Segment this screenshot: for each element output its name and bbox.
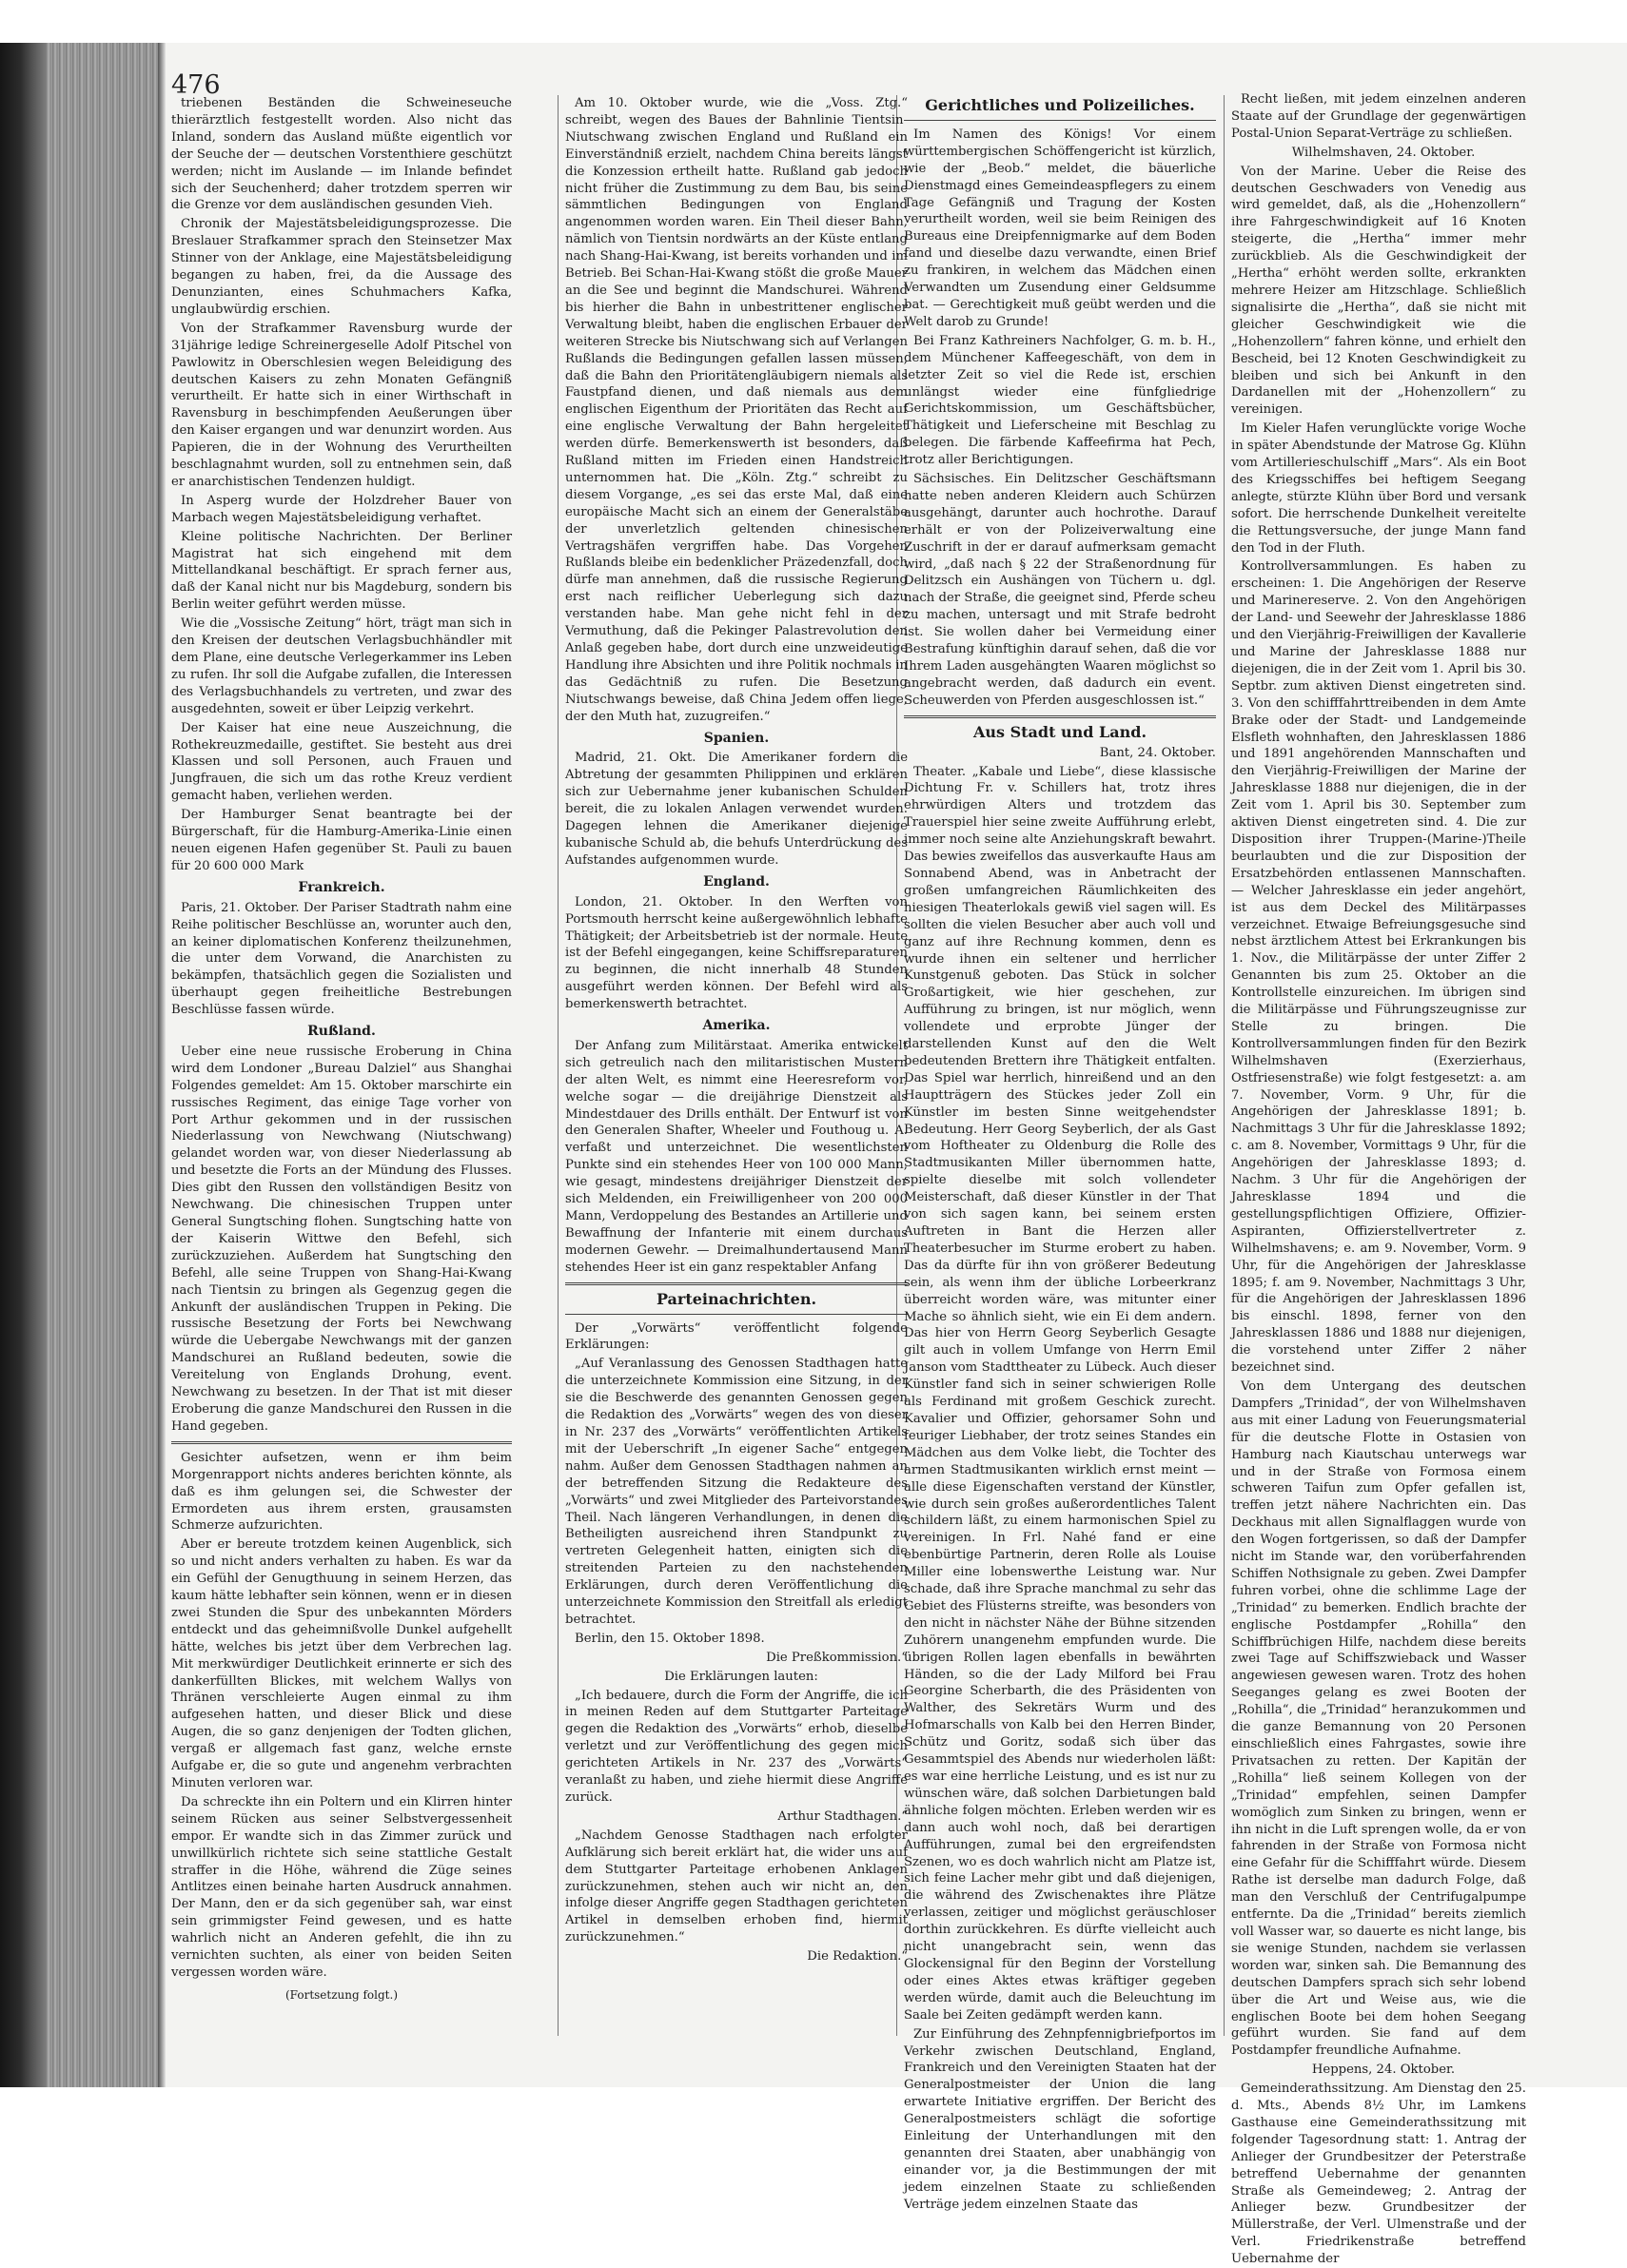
article-paragraph: Der Anfang zum Militärstaat. Amerika entwickelt sich getreulich nach den militaristischen Mustern der alten Welt, es nimmt eine Heeresreform vor, welche sogar — die dreijährige Dienstzeit als Mindestdauer des Drills enthält. Der Entwurf ist von den Generalen Shafter, Wheeler und Fouthoug u. A. verfaßt und unterzeichnet. Die wesentlichsten Punkte sind ein stehendes Heer von 100 000 Mann, wie gesagt, mindestens dreijähriger Dienstzeit der sich Meldenden, ein Freiwilligenheer von 200 000 Mann, Verdoppelung des Bestandes an Artillerie und Bewaffnung der Infanterie mit einem durchaus modernen Gewehr. — Dreimalhundertausend Mann stehendes Heer ist ein ganz respektabler Anfang <box>565 1038 908 1275</box>
article-paragraph: Sächsisches. Ein Delitzscher Geschäftsmann hatte neben anderen Kleidern auch Schürzen ausgehängt, darunter auch hochrothe. Darauf erhält er von der Polizeiverwaltung eine Zuschrift in der er darauf aufmerksam gemacht wird, „daß nach § 22 der Straßenordnung für Delitzsch ein Aushängen von Tüchern u. dgl. nach der Straße, die geeignet sind, Pferde scheu zu machen, untersagt und mit Strafe bedroht ist. Sie wollen daher bei Vermeidung einer Bestrafung künftighin darauf sehen, daß die vor Ihrem Laden ausgehängten Waaren möglichst so angebracht werden, daß dadurch ein event. Scheuwerden von Pferden ausgeschlossen ist.“ <box>904 472 1216 708</box>
feuilleton-paragraph: Gesichter aufsetzen, wenn er ihm beim Morgenrapport nichts anderes berichten könnte, als daß es ihm gelungen sei, die Schwester der Ermordeten aus ihrem ersten, grausamsten Schmerze aufzurichten. <box>171 1450 512 1534</box>
dateline: Heppens, 24. Oktober. <box>1311 2063 1456 2078</box>
article-paragraph: Kontrollversammlungen. Es haben zu erscheinen: 1. Die Angehörigen der Reserve und Marinereserve. 2. Von den Angehörigen der Land- und Seewehr der Jahresklasse 1886 und den Vierjährig-Freiwilligen der Kavallerie und Marine der Jahresklasse 1888 nur diejenigen, die in der Zeit vom 1. April bis 30. Septbr. zum aktiven Dienst eingetreten sind. 3. Von den schifffahrttreibenden in dem Amte Brake oder der Stadt- und Landgemeinde Elsfleth wohnhaften, den Jahresklassen 1886 und 1891 angehörenden Mannschaften und den Vierjährig-Freiwilligen der Marine der Jahresklasse 1888 nur diejenigen, die in der Zeit vom 1. April bis 30. September zum aktiven Dienst eingetreten sind. 4. Die zur Disposition ihrer Truppen-(Marine-)Theile beurlaubten und die zur Disposition der Ersatzbehörden entlassenen Mannschaften. — Welcher Jahresklasse ein jeder angehört, ist aus dem Deckel des Militärpasses verzeichnet. Etwaige Befreiungsgesuche sind nebst ärztlichem Attest bei Erkrankungen bis 1. Nov., die Militärpässe der unter Ziffer 2 Genannten bis zum 25. Oktober an die Kontrollstelle einzureichen. Im übrigen sind die Militärpässe und Führungszeugnisse zur Stelle zu bringen. Die Kontrollversammlungen finden für den Bezirk Wilhelmshaven (Exerzierhaus, Ostfriesenstraße) wie folgt festgesetzt: a. am 7. November, Vorm. 9 Uhr, für die Angehörigen der Jahresklasse 1891; b. Nachmittags 3 Uhr für die Jahresklasse 1892; c. am 8. November, Vormittags 9 Uhr, für die Angehörigen der Jahresklasse 1893; d. Nachm. 3 Uhr für die Angehörigen der Jahresklasse 1894 und die gestellungspflichtigen Offiziere, Offizier-Aspiranten, Offizierstellvertreter z. Wilhelmshavens; e. am 9. November, Vorm. 9 Uhr, für die Angehörigen der Jahresklasse 1895; f. am 9. November, Nachmittags 3 Uhr, für die Angehörigen der Jahresklassen 1896 bis einschl. 1898, ferner von den Jahresklassen 1886 und 1888 nur diejenigen, die vorstehend unter Ziffer 2 näher bezeichnet sind. <box>1231 559 1526 1376</box>
signature: Die Preßkommission.“ <box>766 1650 908 1665</box>
article-paragraph: Ueber eine neue russische Eroberung in China wird dem Londoner „Bureau Dalziel“ aus Shanghai Folgendes gemeldet: Am 15. Oktober marschirte ein russisches Regiment, das einige Tage vorher von Port Arthur gekommen und in der russischen Niederlassung von Newchwang (Niutschwang) gelandet worden war, von dieser Niederlassung ab und besetzte die Forts an der Mündung des Flusses. Dies gibt den Russen den vollständigen Besitz von Newchwang. Die chinesischen Truppen unter General Sungtsching flohen. Sungtsching hatte von der Kaiserin Wittwe den Befehl, sich zurückzuziehen. Außerdem hat Sungtsching den Befehl, alle seine Truppen von Shang-Hai-Kwang nach Tientsin zu bringen als Gegenzug gegen die Ankunft der ausländischen Truppen in Peking. Die russische Besetzung der Forts bei Newchwang würde die Uebergabe Newchwangs mit der ganzen Mandschurei an Rußland bedeuten, sowie die Vereitelung von Englands Drohung, event. Newchwang zu besetzen. In der That ist mit dieser Eroberung die ganze Mandschurei den Russen in die Hand gegeben. <box>171 1044 512 1434</box>
signature: Arthur Stadthagen.“ <box>777 1809 908 1824</box>
top-margin <box>0 0 1627 43</box>
book-spine <box>0 43 46 2087</box>
column-rule <box>1224 95 1225 2036</box>
article-paragraph: Die Erklärungen lauten: <box>664 1669 818 1684</box>
article-paragraph: Paris, 21. Oktober. Der Pariser Stadtrath nahm eine Reihe politischer Beschlüsse an, worunter auch den, an keiner diplomatischen Konferenz theilzunehmen, die unter dem Vorwand, die Anarchisten zu bekämpfen, thatsächlich gegen die Sozialisten und überhaupt gegen freiheitliche Bestrebungen Beschlüsse fassen würde. <box>171 900 512 1018</box>
article-paragraph: London, 21. Oktober. In den Werften von Portsmouth herrscht keine außergewöhnlich lebhafte Thätigkeit; der Arbeitsbetrieb ist der normale. Heute ist der Befehl eingegangen, keine Schiffsreparaturen zu beginnen, die nicht innerhalb 48 Stunden ausgeführt werden können. Der Befehl wird als bemerkenswerth betrachtet. <box>565 894 908 1012</box>
dateline: Bant, 24. Oktober. <box>1099 745 1216 760</box>
article-paragraph: Madrid, 21. Okt. Die Amerikaner fordern die Abtretung der gesammten Philippinen und erklären sich zur Uebernahme jener kubanischen Schulden bereit, die zu lokalen Anlagen verwendet wurden. Dagegen lehnen die Amerikaner diejenige kubanische Schuld ab, die behufs Unterdrückung des Aufstandes aufgenommen wurde. <box>565 751 908 868</box>
section-heading: Spanien. <box>703 730 770 746</box>
article-paragraph: Im Namen des Königs! Vor einem württembergischen Schöffengericht ist kürzlich, wie der „Beob.“ meldet, die bäuerliche Dienstmagd eines Gemeindeaspflegers zu einem Tage Gefängniß und Tragung der Kosten verurtheilt worden, weil sie beim Reinigen des Bureaus eine Dreipfennigmarke auf dem Boden fand und dieselbe dazu verwandte, einen Brief zu frankiren, in welchem das Mädchen einen Verwandten um Zusendung einer Geldsumme bat. — Gerechtigkeit muß geübt werden und die Welt darob zu Grunde! <box>904 127 1216 329</box>
section-heading: Gerichtliches und Polizeiliches. <box>925 96 1195 114</box>
feuilleton-paragraph: Aber er bereute trotzdem keinen Augenblick, sich so und nicht anders verhalten zu haben. Es war da ein Gefühl der Genugthuung in seinem Herzen, das kaum hätte lebhafter sein können, wenn er in diesen zwei Stunden die Spur des unbekannten Mörders entdeckt und das geheimnißvolle Dunkel aufgehellt hätte, welches bis jetzt über dem Verbrechen lag. Mit merkwürdiger Deutlichkeit erinnerte er sich des dankerfüllten Blickes, mit welchem Wallys von Thränen verschleierte Augen einmal zu ihm aufgesehen hatten, und dieser Blick und diese Augen, die so ganz denjenigen der Todten glichen, vergaß er allgemach fast ganz, welche ernste Aufgabe er, die so gute und angenehm verbrachten Minuten verloren war. <box>171 1537 512 1790</box>
article-paragraph: Theater. „Kabale und Liebe“, diese klassische Dichtung Fr. v. Schillers hat, trotz ihres ehrwürdigen Alters und trotzdem das Trauerspiel hier seine zweite Aufführung erlebt, immer noch seine alte Anziehungskraft bewahrt. Das bewies zweifellos das ausverkaufte Haus am Sonnabend Abend, was in Anbetracht der großen umfangreichen Räumlichkeiten des hiesigen Theaterlokals gewiß viel sagen will. Es sollten die vielen Besucher aber auch voll und ganz auf ihre Rechnung kommen, denn es wurde ihnen ein seltener und herrlicher Kunstgenuß geboten. Das Stück in solcher Großartigkeit, wie hier geschehen, zur Aufführung zu bringen, ist nur möglich, wenn vollendete und erprobte Jünger der darstellenden Kunst auf den die Welt bedeutenden Brettern ihre Thätigkeit entfalten. Das Spiel war herrlich, hinreißend und an den Hauptträgern des Stückes jeder Zoll ein Künstler im besten Sinne weitgehendster Bedeutung. Herr Georg Seyberlich, der als Gast vom Hoftheater zu Oldenburg die Rolle des Stadtmusikanten Miller übernommen hatte, spielte dieselbe mit solch vollendeter Meisterschaft, daß dieser Künstler in der That von sich sagen kann, bei seinem ersten Auftreten in Bant die Herzen aller Theaterbesucher im Sturme erobert zu haben. Das da dürfte für ihn von größerer Bedeutung sein, als wenn ihm der übliche Lorbeerkranz überreicht worden wäre, was mitunter einer Mache so ähnlich sieht, wie ein Ei dem andern. Das hier von Herrn Georg Seyberlich Gesagte gilt auch in vollem Umfange von Herrn Emil Janson vom Stadttheater zu Lübeck. Auch dieser Künstler fand sich in seiner schwierigen Rolle als Ferdinand mit großem Geschick zurecht. Kavalier und Offizier, gehorsamer Sohn und feuriger Liebhaber, der trotz seines Standes ein Mädchen aus dem Volke liebt, die Tochter des armen Stadtmusikanten wirklich ernst meint — alle diese Eigenschaften verstand der Künstler, wie durch sein großes außerordentliches Talent schildern läßt, zu einem harmonischen Spiel zu vereinigen. In Frl. Nahé fand er eine ebenbürtige Partnerin, deren Rolle als Louise Miller eine lobenswerthe Leistung war. Nur schade, daß ihre Sprache manchmal zu sehr das Gebiet des Flüsterns streifte, was besonders von den nicht in nächster Nähe der Bühne sitzenden Zuhörern unangenehm empfunden wurde. Die übrigen Rollen lagen ebenfalls in bewährten Händen, so die der Lady Milford bei Frau Georgine Scherbarth, die des Präsidenten von Walther, des Sekretärs Wurm und des Hofmarschalls von Kalb bei den Herren Binder, Schütz und Goritz, sodaß sich über das Gesammtspiel des Abends nur wiederholen läßt: es war eine herrliche Leistung, und es ist nur zu wünschen wäre, daß solchen Darbietungen bald ähnliche folgen möchten. Erleben werden wir es dann auch wohl noch, daß bei derartigen Aufführungen, zumal bei den ergreifendsten Szenen, wo es doch wahrlich nicht am Platze ist, sich feine Lacher mehr gibt und daß diejenigen, die während des Zwischenaktes ihre Plätze verlassen, zeitiger und möglichst geräuschloser dorthin zurückkehren. Es dürfte vielleicht auch nicht unangebracht sein, wenn das Glockensignal für den Beginn der Vorstellung oder eines Aktes etwas kräftiger gegeben werden würde, damit auch die Beleuchtung im Saale bei Zeiten gedämpft werden kann. <box>904 764 1216 2023</box>
article-paragraph: Von der Marine. Ueber die Reise des deutschen Geschwaders von Venedig aus wird gemeldet, daß, als die „Hohenzollern“ ihre Fahrgeschwindigkeit auf 16 Knoten steigerte, die „Hertha“ immer mehr zurückblieb. Als die Geschwindigkeit der „Hertha“ erhöht werden sollte, erkrankten mehrere Heizer am Hitzschlage. Schließlich signalisirte die „Hertha“, daß sie nicht mit gleicher Geschwindigkeit wie die „Hohenzollern“ fahren könne, und erhielt den Bescheid, bei 12 Knoten Geschwindigkeit zu bleiben und sich bei Ankunft in den Dardanellen mit der „Hohenzollern“ zu vereinigen. <box>1231 164 1526 418</box>
article-paragraph: Von der Strafkammer Ravensburg wurde der 31jährige ledige Schreinergeselle Adolf Pitschel von Pawlowitz in Oberschlesien wegen Beleidigung des deutschen Kaisers zu zehn Monaten Gefängniß verurtheilt. Er hatte sich in einer Wirthschaft in Ravensburg in beschimpfenden Aeußerungen über den Kaiser ergangen und war denunzirt worden. Aus Papieren, die in der Wohnung des Verurtheilten beschlagnahmt wurden, soll zu entnehmen sein, daß er anarchistischen Tendenzen huldigt. <box>171 321 512 489</box>
divider <box>904 120 1216 121</box>
article-paragraph: Im Kieler Hafen verunglückte vorige Woche in später Abendstunde der Matrose Gg. Klühn vom Artillerieschulschiff „Mars“. Als ein Boot des Kriegsschiffes bei heftigem Seegang anlegte, stürzte Klühn über Bord und versank sofort. Die herrschende Dunkelheit vereitelte die Rettungsversuche, der junge Mann fand den Tod in der Fluth. <box>1231 421 1526 556</box>
section-heading: Parteinachrichten. <box>656 1289 817 1308</box>
column-rule <box>558 95 559 2036</box>
divider <box>565 1314 908 1315</box>
article-paragraph: Von dem Untergang des deutschen Dampfers „Trinidad“, der von Wilhelmshaven aus mit einer Ladung von Feuerungsmaterial für die deutsche Flotte in Ostasien von Hamburg nach Kiautschau unterwegs war und in der Straße von Formosa einem schweren Taifun zum Opfer gefallen ist, treffen jetzt nähere Nachrichten ein. Das Deckhaus mit allen Signalflaggen wurde von den Wogen fortgerissen, so daß der Dampfer nicht im Stande war, den vorüberfahrenden Schiffen Nothsignale zu geben. Zwei Dampfer fuhren vorbei, ohne die schlimme Lage der „Trinidad“ zu bemerken. Endlich brachte der englische Postdampfer „Rohilla“ den Schiffbrüchigen Hilfe, nachdem diese bereits zwei Tage auf Schiffszwieback und Wasser angewiesen gewesen waren. Trotz des hohen Seeganges gelang es zwei Booten der „Rohilla“, die „Trinidad“ heranzukommen und die ganze Bemannung von 20 Personen einschließlich eines Fahrgastes, sowie ihre Privatsachen zu retten. Der Kapitän der „Rohilla“ ließ seinem Kollegen von der „Trinidad“ empfehlen, seinen Dampfer womöglich zum Sinken zu bringen, wenn er ihn nicht in die Luft sprengen wolle, da er von fahrenden in der Straße von Formosa nicht eine Gefahr für die Schifffahrt würde. Diesem Rathe ist derselbe man dadurch Folge, daß man den Verschluß der Centrifugalpumpe entfernte. Da die „Trinidad“ bereits ziemlich voll Wasser war, so dauerte es nicht lange, bis sie wenige Stunden, nachdem sie verlassen worden war, sinken sah. Die Bemannung des deutschen Dampfers sprach sich sehr lobend über die Art und Weise aus, wie die englischen Boote bei dem hohen Seegang geführt wurden. Sie fand auf dem Postdampfer freundliche Aufnahme. <box>1231 1378 1526 2059</box>
divider <box>904 715 1216 718</box>
article-paragraph: Der Kaiser hat eine neue Auszeichnung, die Rothekreuzmedaille, gestiftet. Sie besteht aus drei Klassen und soll Personen, auch Frauen und Jungfrauen, die sich um das rothe Kreuz verdient gemacht haben, verliehen werden. <box>171 720 512 804</box>
dateline: Berlin, den 15. Oktober 1898. <box>575 1631 765 1646</box>
section-heading: Rußland. <box>307 1024 376 1040</box>
article-paragraph: Der „Vorwärts“ veröffentlicht folgende Erklärungen: <box>565 1320 908 1353</box>
article-paragraph: „Ich bedauere, durch die Form der Angriffe, die ich in meinen Reden auf dem Stuttgarter Parteitage gegen die Redaktion des „Vorwärts“ erhob, dieselbe verletzt und zur Veröffentlichung des gegen mich gerichteten Artikels in Nr. 237 des „Vorwärts“ veranlaßt zu haben, und ziehe hiermit diese Angriffe zurück. <box>565 1688 908 1805</box>
continuation-note: (Fortsetzung folgt.) <box>285 1987 398 2002</box>
section-heading: England. <box>703 873 770 890</box>
feuilleton-paragraph: Da schreckte ihn ein Poltern und ein Klirren hinter seinem Rücken aus seiner Selbstvergessenheit empor. Er wandte sich in das Zimmer zurück und unwillkürlich richtete sich seine stattliche Gestalt straffer in die Höhe, während die Züge seines Antlitzes einen beinahe harten Ausdruck annahmen. Der Mann, den er da sich gegenüber sah, war einst sein grimmigster Feind gewesen, und es hatte wahrlich nicht an Anderen gefehlt, die ihn zu vernichten suchten, als einer von beiden Seiten vergessen worden wäre. <box>171 1794 512 1980</box>
article-paragraph: Bei Franz Kathreiners Nachfolger, G. m. b. H., dem Münchener Kaffeegeschäft, von dem in letzter Zeit so viel die Rede ist, erschien unlängst wieder eine fünfgliedrige Gerichtskommission, um Geschäftsbücher, Thätigkeit und Lieferscheine mit Beschlag zu belegen. Die färbende Kaffeefirma hat Pech, trotz aller Berichtigungen. <box>904 333 1216 468</box>
article-paragraph: In Asperg wurde der Holzdreher Bauer von Marbach wegen Majestätsbeleidigung verhaftet. <box>171 493 512 525</box>
section-heading: Amerika. <box>702 1018 771 1034</box>
dateline: Wilhelmshaven, 24. Oktober. <box>1291 145 1476 160</box>
section-heading: Aus Stadt und Land. <box>972 722 1147 741</box>
gutter-shadow <box>158 43 166 2087</box>
column-1 <box>171 95 512 2049</box>
article-paragraph: Der Hamburger Senat beantragte bei der Bürgerschaft, für die Hamburg-Amerika-Linie einen neuen eigenen Hafen gegenüber St. Pauli zu bauen für 20 600 000 Mark <box>171 808 512 873</box>
article-paragraph: Gemeinderathssitzung. Am Dienstag den 25. d. Mts., Abends 8½ Uhr, im Lamkens Gasthause eine Gemeinderathssitzung mit folgender Tagesordnung statt: 1. Antrag der Anlieger der Grundbesitzer der Peterstraße betreffend Uebernahme der genannten Straße als Gemeindeweg; 2. Antrag der Anlieger bezw. Grundbesitzer der Müllerstraße, der Verl. Ulmenstraße und der Verl. Friedrikenstraße betreffend Uebernahme der <box>1231 2082 1526 2267</box>
page-edges <box>46 43 158 2087</box>
article-paragraph: „Nachdem Genosse Stadthagen nach erfolgter Aufklärung sich bereit erklärt hat, die wider uns auf dem Stuttgarter Parteitage erhobenen Anklagen zurückzunehmen, stehen auch wir nicht an, den infolge dieser Angriffe gegen Stadthagen gerichteten Artikel in demselben erhoben find, hiermit zurückzunehmen.“ <box>565 1828 908 1945</box>
article-paragraph: Chronik der Majestätsbeleidigungsprozesse. Die Breslauer Strafkammer sprach den Steinsetzer Max Stinner von der Anklage, eine Majestätsbeleidigung begangen zu haben, frei, da die Aussage des Denunzianten, eines Schuhmachers Kafka, unglaubwürdig erschien. <box>171 217 512 317</box>
section-heading: Frankreich. <box>298 879 385 895</box>
column-3 <box>904 91 1216 2212</box>
article-paragraph: Kleine politische Nachrichten. Der Berliner Magistrat hat sich eingehend mit dem Mittellandkanal beschäftigt. Er sprach ferner aus, daß der Kanal nicht nur bis Magdeburg, sondern bis Berlin weiter geführt werden müsse. <box>171 529 512 613</box>
divider <box>171 1441 512 1444</box>
article-paragraph: „Auf Veranlassung des Genossen Stadthagen hatte die unterzeichnete Kommission eine Sitzung, in der sie die Beschwerde des genannten Genossen gegen die Redaktion des „Vorwärts“ wegen des von dieser in Nr. 237 des „Vorwärts“ veröffentlichten Artikels mit der Ueberschrift „In eigener Sache“ entgegen nahm. Außer dem Genossen Stadthagen nahmen an der betreffenden Sitzung die Redakteure des „Vorwärts“ und zwei Mitglieder des Parteivorstandes Theil. Nach längeren Verhandlungen, in denen die Betheiligten ausreichend ihren Standpunkt zu vertreten Gelegenheit hatten, einigten sich die streitenden Parteien zu den nachstehenden Erklärungen, durch deren Veröffentlichung die unterzeichnete Kommission den Streitfall als erledigt betrachtet. <box>565 1357 908 1627</box>
article-paragraph: Zur Einführung des Zehnpfennigbriefportos im Verkehr zwischen Deutschland, England, Frankreich und den Vereinigten Staaten hat der Generalpostmeister der Union die lang erwartete Initiative ergriffen. Der Bericht des Generalpostmeisters schlägt die sofortige Einleitung der Unterhandlungen mit den genannten drei Staaten, aber unabhängig von einander vor, ja die Bestimmungen der mit jedem einzelnen Staate zu schließenden Verträge jedem einzelnen Staate das <box>904 2026 1216 2212</box>
article-paragraph: Am 10. Oktober wurde, wie die „Voss. Ztg.“ schreibt, wegen des Baues der Bahnlinie Tientsin-Niutschwang zwischen England und Rußland ein Einverständniß erzielt, nachdem China bereits längst die Konzession ertheilt hatte. Rußland gab jedoch nicht früher die Zustimmung zu dem Bau, bis seine sämmtlichen Bedingungen von England angenommen worden waren. Ein Theil dieser Bahn, nämlich von Tientsin nordwärts an der Küste entlang nach Shang-Hai-Kwang, ist bereits vorhanden und im Betrieb. Bei Schan-Hai-Kwang stößt die große Mauer an die See und beginnt die Mandschurei. Während bis hierher die Bahn in unbestrittener englischer Verwaltung bleibt, haben die englischen Erbauer der weiteren Strecke bis Niutschwang sich auf Verlangen Rußlands die Bedingungen gefallen lassen müssen, daß die Bahn den Prioritätengläubigern niemals als Faustpfand dienen, und daß niemals aus dem englischen Eigenthum der Prioritäten das Recht auf eine englische Verwaltung der Bahn hergeleitet werden dürfe. Bemerkenswerth ist besonders, daß Rußland mitten im Frieden einen Handstreich unternommen hat. Die „Köln. Ztg.“ schreibt zu diesem Vorgange, „es sei das erste Mal, daß eine europäische Macht sich an einem der Generalstäbe der unverletzlich geltenden chinesischen Vertragshäfen vergriffen habe. Das Vorgehen Rußlands bleibe ein bedenklicher Präzedenzfall, doch dürfe man annehmen, daß die russische Regierung erst nach reiflicher Ueberlegung sich dazu verstanden habe. Man gehe nicht fehl in der Vermuthung, daß die Pekinger Palastrevolution den Anlaß gegeben habe, dort durch eine unzweideutige Handlung ihre Absichten und ihre Politik nochmals in das Gedächtniß zu rufen. Die Besetzung Niutschwangs beweise, daß China Jedem offen liege, der den Muth hat, zuzugreifen.“ <box>565 96 908 724</box>
column-2 <box>565 95 908 2049</box>
column-4 <box>1231 91 1526 2267</box>
signature: Die Redaktion.“ <box>807 1949 908 1965</box>
article-paragraph: Recht ließen, mit jedem einzelnen anderen Staate auf der Grundlage der gegenwärtigen Postal-Union Separat-Verträge zu schließen. <box>1231 92 1526 141</box>
article-paragraph: Wie die „Vossische Zeitung“ hört, trägt man sich in den Kreisen der deutschen Verlagsbuchhändler mit dem Plane, eine deutsche Verlegerkammer ins Leben zu rufen. Ihr soll die Aufgabe zufallen, die Interessen des Verlagsbuchhandels zu vertreten, und zwar des ausgedehnten, soweit er über Leipzig verkehrt. <box>171 616 512 716</box>
page-number: 476 <box>171 70 221 100</box>
article-paragraph: triebenen Beständen die Schweineseuche thierärztlich festgestellt worden. Also nicht das Inland, sondern das Ausland müßte eigentlich vor der Seuche der — deutschen Vorstenthiere geschützt werden; nicht im Auslande — im Inlande befindet sich der Seuchenherd; daher trotzdem sperren wir die Grenze vor dem ausländischen gesunden Vieh. <box>171 96 512 213</box>
divider <box>565 1282 908 1285</box>
